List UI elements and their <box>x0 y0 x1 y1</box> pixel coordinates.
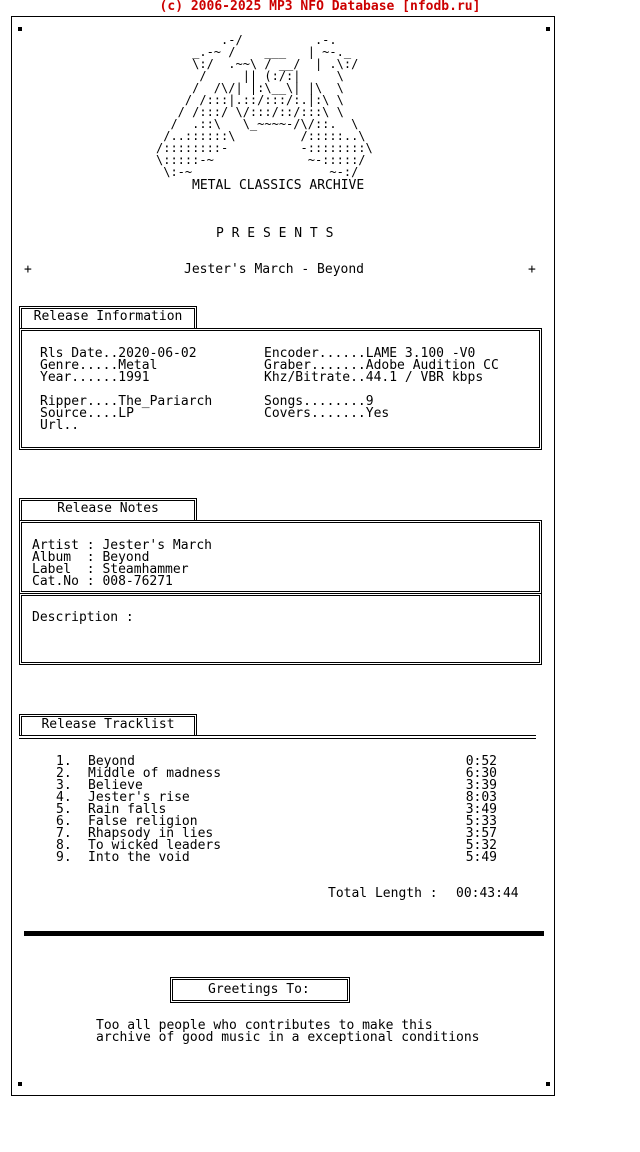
ascii-logo: .-/ .-. _.-~ / ___ | ~-._ \:/ .~~\ / __/ | .\:/ / || (:/:| \ / /\/| |:\__\| |\ \ / /:::|.::/:::/:.|:\ \ / /:::/ \/:::/::/:::\ \ / .::\ \_~~~~-/\/::. \ /..::::::\ /:::::..\ /::::::::- -::::::::\ \:::::-~ ~-:::::/ \:-~ ~-:/ <box>156 33 373 179</box>
frame-corner-dot <box>18 1082 22 1086</box>
track-title: Jester's rise <box>88 790 190 805</box>
release-info-line: Covers.......Yes <box>264 406 390 421</box>
frame-corner-dot <box>546 1082 550 1086</box>
greetings-line: Too all people who contributes to make this <box>96 1018 433 1033</box>
logo-caption: METAL CLASSICS ARCHIVE <box>192 178 365 193</box>
track-number: 5. <box>56 802 72 817</box>
release-info-line: Source....LP <box>40 406 134 421</box>
greetings-line: archive of good music in a exceptional conditions <box>96 1030 480 1045</box>
track-number: 7. <box>56 826 72 841</box>
release-info-line: Graber.......Adobe Audition CC <box>264 358 499 373</box>
track-number: 3. <box>56 778 72 793</box>
description-box <box>19 593 542 665</box>
frame-corner-dot <box>18 27 22 31</box>
release-info-line: Khz/Bitrate..44.1 / VBR kbps <box>264 370 484 385</box>
track-title: Beyond <box>88 754 135 769</box>
track-length: 6:30 <box>465 766 497 781</box>
section-divider <box>24 931 544 936</box>
tracklist-rule <box>19 738 536 739</box>
track-length: 5:33 <box>465 814 497 829</box>
track-title: To wicked leaders <box>88 838 222 853</box>
release-notes-line: Artist : Jester's March <box>32 538 213 553</box>
release-info-line: Url.. <box>40 418 80 433</box>
presents-heading: P R E S E N T S <box>216 226 334 241</box>
track-number: 9. <box>56 850 72 865</box>
tracklist-rule <box>19 735 536 736</box>
track-number: 4. <box>56 790 72 805</box>
track-title: Rhapsody in lies <box>88 826 214 841</box>
track-length: 0:52 <box>465 754 497 769</box>
release-info-line: Genre.....Metal <box>40 358 158 373</box>
plus-marker-right: + <box>528 262 536 277</box>
greetings-title: Greetings To: <box>208 982 310 997</box>
release-info-tab: Release Information <box>19 306 197 328</box>
release-notes-line: Label : Steamhammer <box>32 562 189 577</box>
track-length: 3:57 <box>465 826 497 841</box>
release-notes-line: Album : Beyond <box>32 550 150 565</box>
total-length-value: 00:43:44 <box>456 886 519 901</box>
tracklist-tab: Release Tracklist <box>19 714 197 736</box>
track-title: Believe <box>88 778 143 793</box>
total-length-label: Total Length : <box>328 886 438 901</box>
track-length: 5:49 <box>465 850 497 865</box>
release-info-line: Rls Date..2020-06-02 <box>40 346 197 361</box>
track-length: 5:32 <box>465 838 497 853</box>
release-info-line: Encoder......LAME 3.100 -V0 <box>264 346 476 361</box>
frame-corner-dot <box>546 27 550 31</box>
track-number: 6. <box>56 814 72 829</box>
track-number: 8. <box>56 838 72 853</box>
track-title: False religion <box>88 814 198 829</box>
release-info-line: Ripper....The_Pariarch <box>40 394 213 409</box>
track-number: 1. <box>56 754 72 769</box>
release-title: Jester's March - Beyond <box>184 262 365 277</box>
site-banner: (c) 2006-2025 MP3 NFO Database [nfodb.ru] <box>159 0 481 14</box>
track-length: 8:03 <box>465 790 497 805</box>
release-info-line: Year......1991 <box>40 370 150 385</box>
track-title: Middle of madness <box>88 766 222 781</box>
track-length: 3:49 <box>465 802 497 817</box>
release-notes-tab: Release Notes <box>19 498 197 520</box>
track-title: Rain falls <box>88 802 167 817</box>
track-title: Into the void <box>88 850 190 865</box>
track-length: 3:39 <box>465 778 497 793</box>
description-label: Description : <box>32 610 134 625</box>
track-number: 2. <box>56 766 72 781</box>
release-info-line: Songs........9 <box>264 394 374 409</box>
release-notes-line: Cat.No : 008-76271 <box>32 574 173 589</box>
plus-marker-left: + <box>24 262 32 277</box>
